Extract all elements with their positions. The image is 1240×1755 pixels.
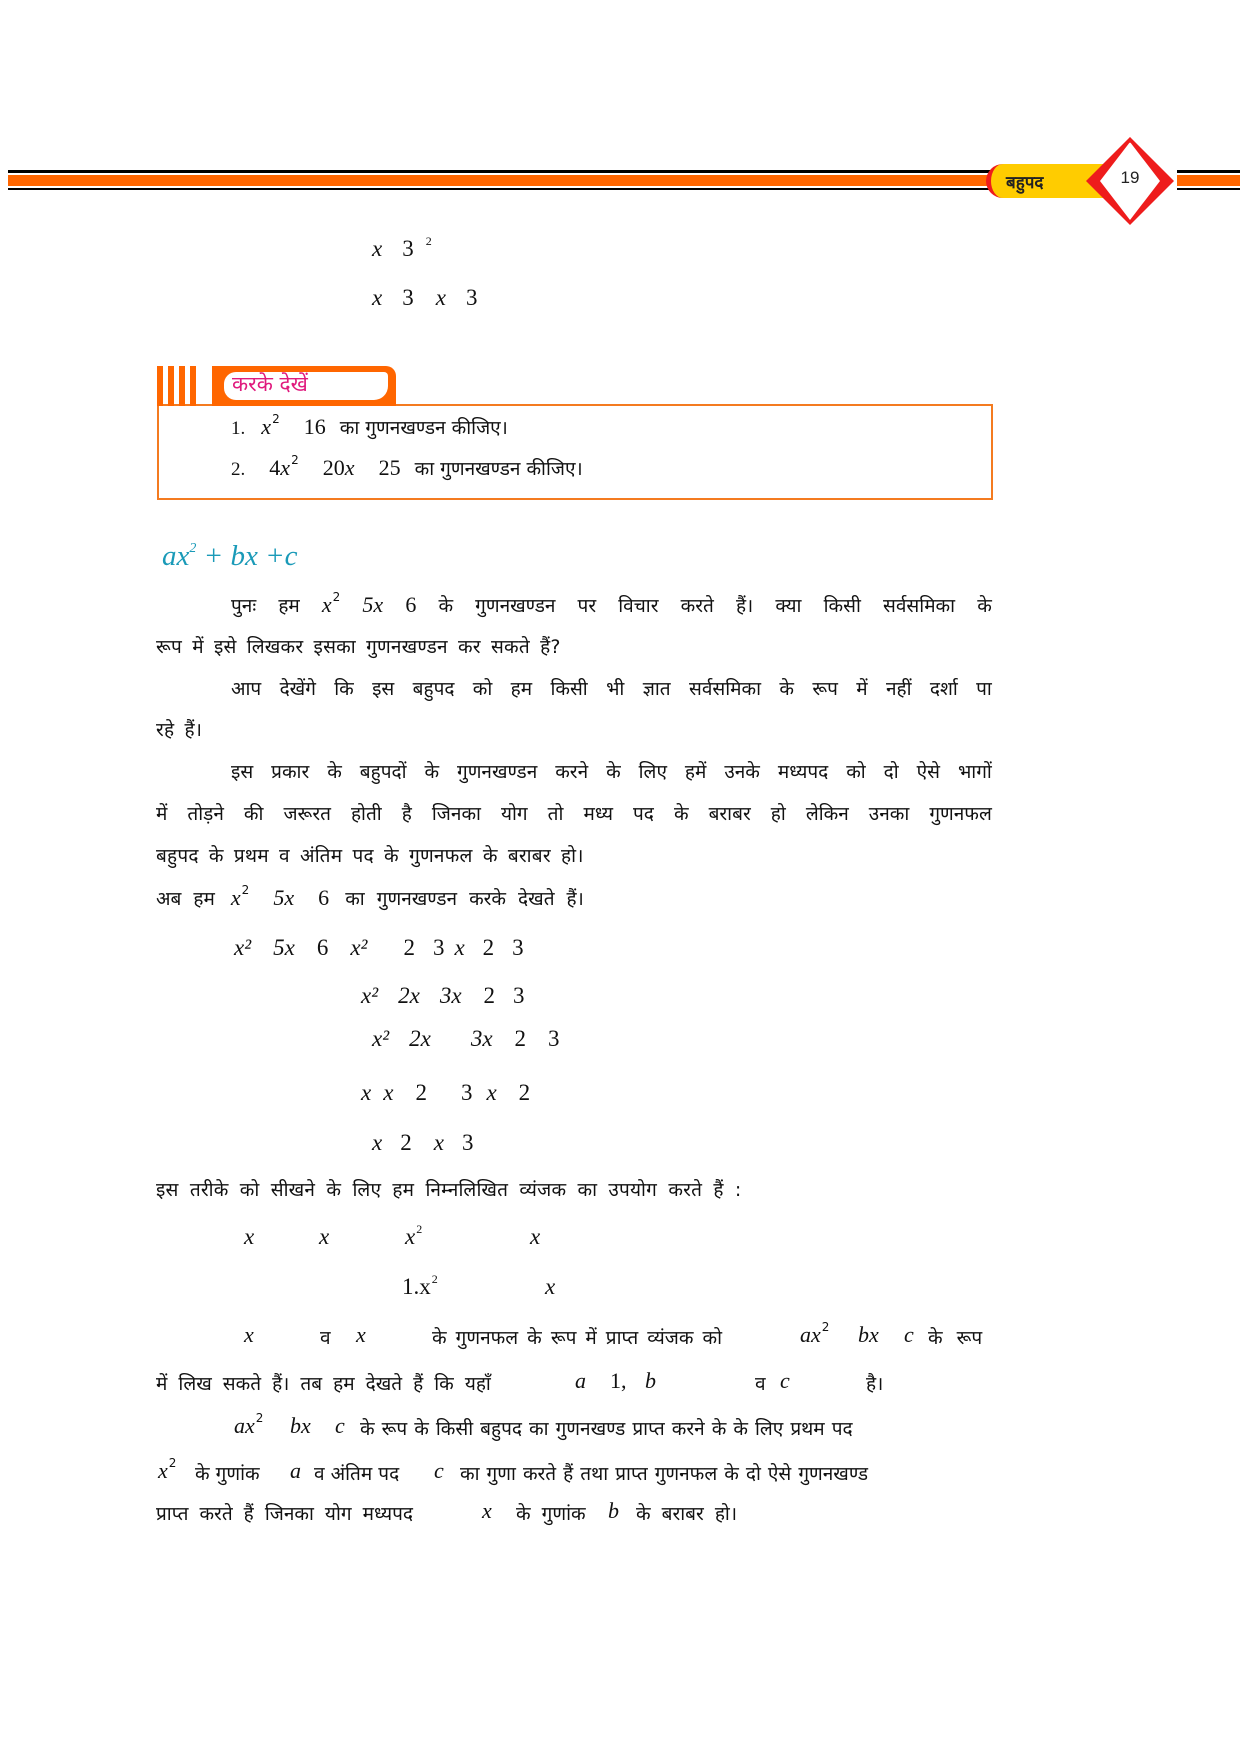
- activity-item-2: 2. $4x^2$ 20x 25 का गुणनखण्डन कीजिए।: [231, 453, 583, 480]
- paragraph-1-line-1: पुनः हम x2 5x 6 के गुणनखण्डन पर विचार करते हैं। क्या किसी सर्वसमिका के: [231, 590, 992, 617]
- header-rule-right: [1177, 170, 1240, 190]
- derivation-step-1: x² 5x 6 x² 2 3 x 2 3: [234, 935, 524, 960]
- top-math-line-2: x 3 x 3: [372, 285, 478, 310]
- activity-item-1: 1. $x^2$ 16 का गुणनखण्डन कीजिए।: [231, 412, 508, 439]
- chapter-title: बहुपद: [1006, 173, 1044, 193]
- derivation-step-2: x² 2x 3x 2 3: [361, 983, 525, 1008]
- closing-line-2: में लिख सकते हैं। तब हम देखते हैं कि यहाँ a 1, b व c है।: [156, 1368, 884, 1395]
- paragraph-3-line-1: इस प्रकार के बहुपदों के गुणनखण्डन करने के लिए हमें उनके मध्यपद को दो ऐसे भागों: [231, 761, 992, 783]
- closing-line-5: प्राप्त करते हैं जिनका योग मध्यपद x के गुणांक b के बराबर हो।: [156, 1498, 738, 1525]
- activity-title: करके देखें: [232, 372, 308, 396]
- paragraph-2-line-2: रहे हैं।: [156, 719, 203, 741]
- paragraph-3-line-2: में तोड़ने की जरूरत होती है जिनका योग तो मध्य पद के बराबर हो लेकिन उनका गुणनफल: [156, 803, 992, 825]
- paragraph-2-line-1: आप देखेंगे कि इस बहुपद को हम किसी भी ज्ञात सर्वसमिका के रूप में नहीं दर्शा पा: [231, 678, 992, 700]
- closing-line-4: $x^2$ के गुणांक a व अंतिम पद c का गुणा करते हैं तथा प्राप्त गुणनफल के दो ऐसे गुणनखण्ड: [158, 1456, 869, 1485]
- paragraph-3-line-3: बहुपद के प्रथम व अंतिम पद के गुणनफल के बराबर हो।: [156, 845, 584, 867]
- header-rule-left: [8, 170, 998, 190]
- derivation-step-4: x x 2 3 x 2: [361, 1080, 531, 1105]
- page-number: 19: [1120, 168, 1140, 187]
- paragraph-1-line-2: रूप में इसे लिखकर इसका गुणनखण्डन कर सकते हैं?: [156, 636, 561, 658]
- closing-line-1: x व x के गुणनफल के रूप में प्राप्त व्यंजक को $ax^2$ bx c के रूप: [244, 1320, 983, 1349]
- top-math-line-1: x 3 $^2$: [372, 234, 432, 261]
- method-row-2: $1.x^2$ x: [402, 1272, 556, 1299]
- derivation-step-5: x 2 x 3: [372, 1130, 474, 1155]
- closing-line-3: $ax^2$ bx c के रूप के किसी बहुपद का गुणनखण्ड प्राप्त करने के के लिए प्रथम पद: [234, 1411, 853, 1440]
- derivation-step-3: x² 2x 3x 2 3: [372, 1026, 560, 1051]
- section-heading: $ax^2$ + bx +c: [162, 540, 298, 572]
- paragraph-4: अब हम $x^2$ 5x 6 का गुणनखण्डन करके देखते हैं।: [156, 883, 584, 910]
- method-intro: इस तरीके को सीखने के लिए हम निम्नलिखित व्यंजक का उपयोग करते हैं :: [156, 1179, 742, 1201]
- method-row-1: x x $x^2$ x: [244, 1222, 541, 1249]
